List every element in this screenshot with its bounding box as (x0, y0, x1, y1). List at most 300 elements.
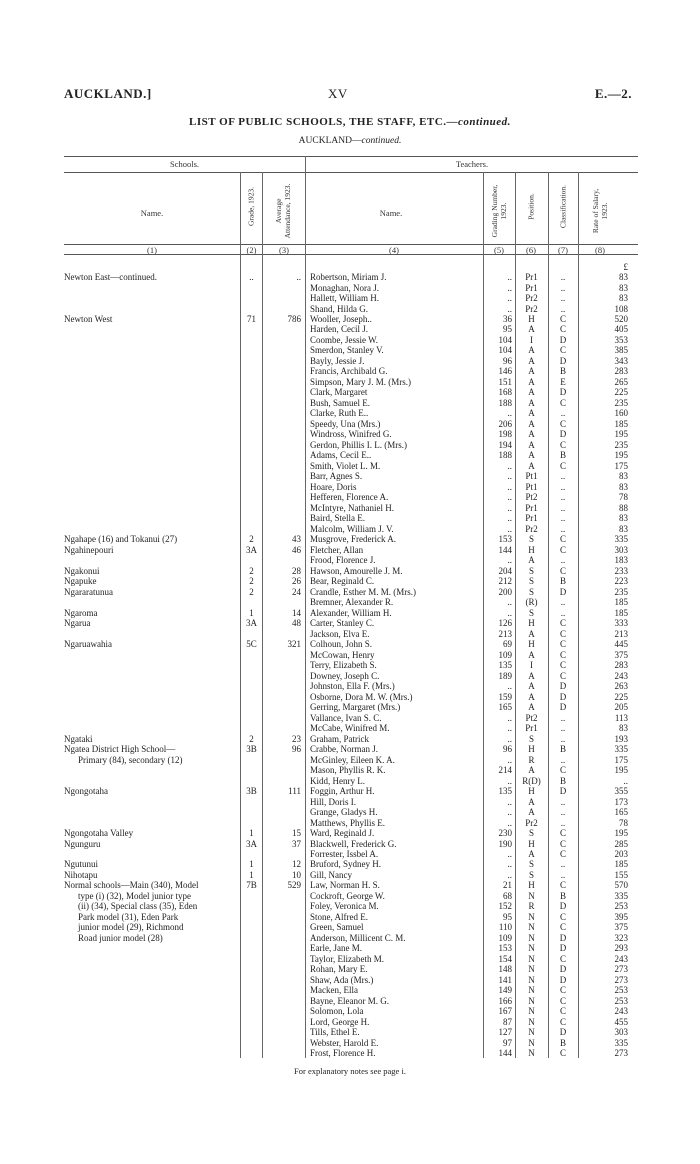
table-cell-position: N (528, 911, 535, 922)
table-cell-classification: D (559, 1027, 567, 1038)
table-cell-teacher-name: Ward, Reginald J. (310, 828, 375, 838)
table-cell-position: S (528, 869, 534, 880)
table-cell-position: A (528, 429, 535, 440)
table-cell-position: A (528, 408, 535, 419)
table-cell-teacher-name: Hallett, William H. (310, 293, 379, 303)
grading-header-cell (484, 178, 514, 238)
table-cell-position: A (528, 460, 535, 471)
table-cell-grading-number: 127 (498, 1027, 512, 1038)
school-name-header: Name. (140, 208, 164, 218)
table-cell-attendance: 24 (292, 586, 301, 597)
table-cell-position: S (528, 534, 534, 545)
table-cell-salary: 273 (614, 974, 628, 985)
table-cell-teacher-name: Foggin, Arthur H. (310, 786, 375, 796)
table-cell-teacher-name: Musgrove, Frederick A. (310, 534, 396, 545)
table-cell-classification: C (559, 345, 566, 356)
table-cell-classification: C (559, 995, 566, 1006)
table-cell-grading-number: 188 (498, 450, 512, 461)
table-cell-school-name: Newton West (64, 314, 113, 324)
col-number-8: (8) (595, 245, 605, 255)
table-cell-classification: .. (560, 513, 566, 524)
table-cell-salary: 335 (614, 1037, 628, 1048)
schools-group-header: Schools. (169, 159, 200, 169)
title-continued: continued. (457, 116, 511, 128)
table-cell-classification: B (559, 890, 566, 901)
table-cell-grading-number: 135 (498, 660, 512, 671)
table-cell-classification: D (559, 334, 567, 345)
table-cell-grade: 1 (249, 869, 254, 880)
table-cell-grading-number: 135 (498, 786, 512, 796)
classification-header-cell (549, 178, 577, 238)
table-cell-teacher-name: Bayly, Jessie J. (310, 355, 365, 366)
table-cell-attendance: 14 (292, 607, 301, 618)
table-cell-grade: .. (249, 272, 254, 282)
document-title (0, 116, 700, 128)
table-cell-grading-number: .. (507, 733, 512, 744)
table-cell-position: S (528, 828, 534, 838)
table-cell-position: S (528, 586, 534, 597)
table-cell-grading-number: 214 (498, 765, 512, 775)
table-cell-classification: .. (560, 293, 566, 303)
table-cell-salary: 185 (614, 418, 628, 429)
table-cell-attendance: 96 (292, 744, 301, 754)
table-cell-grading-number: 230 (498, 828, 512, 838)
table-cell-salary: 235 (614, 439, 628, 450)
table-cell-teacher-name: Taylor, Elizabeth M. (310, 953, 384, 964)
table-cell-grading-number: 96 (503, 355, 512, 366)
table-cell-teacher-name: Bear, Reginald C. (310, 576, 375, 587)
table-cell-grade: 2 (249, 576, 254, 587)
table-cell-salary: 83 (619, 471, 628, 482)
table-cell-salary: 175 (614, 460, 628, 471)
table-cell-grading-number: 141 (498, 974, 512, 985)
table-cell-position: R(D) (522, 775, 541, 786)
table-cell-position: Pr1 (525, 272, 538, 282)
table-cell-salary: 88 (619, 502, 628, 513)
table-cell-classification: B (559, 1037, 566, 1048)
col-number-5: (5) (494, 245, 504, 255)
table-cell-salary: 355 (614, 786, 628, 796)
table-cell-position: A (528, 355, 535, 366)
table-cell-grading-number: 188 (498, 397, 512, 408)
col-number-7: (7) (558, 245, 568, 255)
table-cell-teacher-name: Gill, Nancy (310, 869, 352, 880)
title-main: LIST OF PUBLIC SCHOOLS, THE STAFF, ETC.— (189, 116, 458, 128)
table-cell-classification: C (559, 649, 566, 660)
table-cell-teacher-name: Smith, Violet L. M. (310, 460, 381, 471)
table-cell-teacher-name: Fletcher, Allan (310, 544, 364, 555)
table-cell-salary: 335 (614, 890, 628, 901)
table-cell-salary: 83 (619, 293, 628, 303)
table-cell-classification: D (559, 901, 567, 912)
table-cell-position: S (528, 607, 534, 618)
table-cell-classification: D (559, 355, 567, 366)
table-cell-salary: 233 (614, 565, 628, 576)
table-cell-salary: .. (623, 775, 628, 786)
table-cell-attendance: 111 (288, 786, 301, 796)
table-cell-position: A (528, 324, 535, 335)
table-cell-teacher-name: Solomon, Lola (310, 1006, 364, 1017)
table-cell-teacher-name: Baird, Stella E. (310, 513, 365, 524)
table-cell-classification: C (559, 1016, 566, 1027)
table-cell-teacher-name: Jackson, Elva E. (310, 628, 370, 639)
table-cell-classification: .. (560, 481, 566, 492)
table-cell-attendance: 28 (292, 565, 301, 576)
table-cell-grading-number: 146 (498, 366, 512, 377)
table-cell-attendance: 321 (287, 639, 301, 650)
table-cell-salary: 108 (614, 303, 628, 314)
table-cell-school-name: junior model (29), Richmond (78, 922, 184, 933)
table-cell-school-name: Ngunguru (64, 838, 101, 849)
table-cell-position: N (528, 995, 535, 1006)
table-cell-teacher-name: Matthews, Phyllis E. (310, 817, 386, 828)
table-cell-attendance: 15 (292, 828, 301, 838)
table-cell-grading-number: 152 (498, 901, 512, 912)
table-cell-classification: C (559, 639, 566, 650)
table-cell-grading-number: 148 (498, 964, 512, 975)
table-cell-classification: D (559, 702, 567, 713)
col-divider (305, 156, 306, 1058)
table-cell-grading-number: 104 (498, 334, 512, 345)
table-cell-grading-number: 198 (498, 429, 512, 440)
table-cell-school-name: Park model (31), Eden Park (78, 911, 179, 922)
table-cell-grading-number: .. (507, 754, 512, 765)
table-cell-salary: 195 (614, 429, 628, 440)
table-cell-teacher-name: Stone, Alfred E. (310, 911, 368, 922)
document-subtitle (0, 136, 700, 146)
grade-header: Grade, 1923. (246, 187, 256, 226)
table-cell-school-name: Ngongotaha (64, 786, 108, 796)
table-cell-salary: 343 (614, 355, 628, 366)
table-cell-grading-number: .. (507, 282, 512, 293)
table-cell-classification: .. (560, 597, 566, 608)
table-cell-grade: 3A (246, 618, 257, 629)
table-cell-grading-number: .. (507, 408, 512, 419)
table-cell-grading-number: 154 (498, 953, 512, 964)
salary-header: Rate of Salary, 1923. (591, 188, 609, 234)
table-cell-teacher-name: Windross, Winifred G. (310, 429, 392, 440)
table-cell-teacher-name: Osborne, Dora M. W. (Mrs.) (310, 691, 413, 702)
table-cell-grading-number: 167 (498, 1006, 512, 1017)
table-cell-grade: 1 (249, 828, 254, 838)
table-cell-grading-number: .. (507, 513, 512, 524)
table-cell-classification: D (559, 681, 567, 692)
subtitle-main: AUCKLAND— (298, 136, 362, 146)
table-cell-grading-number: 69 (503, 639, 512, 650)
table-cell-position: A (528, 702, 535, 713)
table-cell-position: N (528, 1016, 535, 1027)
table-cell-teacher-name: Shaw, Ada (Mrs.) (310, 974, 374, 985)
table-cell-position: (R) (525, 597, 538, 608)
table-cell-salary: 83 (619, 272, 628, 282)
col-number-4: (4) (389, 245, 399, 255)
table-cell-teacher-name: Bayne, Eleanor M. G. (310, 995, 389, 1006)
table-cell-position: A (528, 649, 535, 660)
table-cell-school-name: Ngapuke (64, 576, 97, 587)
table-cell-classification: C (559, 397, 566, 408)
table-cell-position: N (528, 974, 535, 985)
table-cell-grading-number: 213 (498, 628, 512, 639)
table-cell-grading-number: .. (507, 775, 512, 786)
table-cell-teacher-name: Hill, Doris I. (310, 796, 356, 807)
table-cell-grading-number: 168 (498, 387, 512, 398)
table-cell-attendance: 23 (292, 733, 301, 744)
table-cell-school-name: Ngahape (16) and Tokanui (27) (64, 534, 178, 545)
table-cell-grading-number: 159 (498, 691, 512, 702)
table-cell-grading-number: 87 (503, 1016, 512, 1027)
table-cell-grading-number: .. (507, 817, 512, 828)
table-cell-school-name: Ngaruawahia (64, 639, 112, 650)
table-cell-grading-number: 21 (503, 880, 512, 891)
table-cell-position: H (528, 786, 535, 796)
table-cell-grading-number: 153 (498, 534, 512, 545)
table-cell-attendance: 786 (287, 314, 301, 324)
table-cell-grade: 1 (249, 607, 254, 618)
table-cell-grading-number: 189 (498, 670, 512, 681)
table-cell-position: S (528, 859, 534, 870)
table-cell-attendance: 37 (292, 838, 301, 849)
table-cell-teacher-name: Blackwell, Frederick G. (310, 838, 397, 849)
table-cell-salary: 303 (614, 1027, 628, 1038)
table-cell-grading-number: 149 (498, 985, 512, 996)
table-cell-teacher-name: Hawson, Amourelle J. M. (310, 565, 403, 576)
table-cell-teacher-name: Earle, Jane M. (310, 943, 362, 954)
table-cell-position: H (528, 639, 535, 650)
table-cell-teacher-name: Mason, Phyllis R. K. (310, 765, 386, 775)
table-cell-salary: 323 (614, 932, 628, 943)
table-cell-salary: 253 (614, 995, 628, 1006)
table-cell-position: Pr2 (525, 293, 538, 303)
table-cell-teacher-name: Rohan, Mary E. (310, 964, 368, 975)
table-cell-teacher-name: Francis, Archibald G. (310, 366, 388, 377)
table-cell-salary: 303 (614, 544, 628, 555)
table-cell-teacher-name: Clarke, Ruth E.. (310, 408, 369, 419)
table-cell-salary: 253 (614, 901, 628, 912)
table-cell-grading-number: 95 (503, 324, 512, 335)
table-cell-classification: C (559, 911, 566, 922)
table-cell-grading-number: .. (507, 471, 512, 482)
table-cell-grading-number: .. (507, 555, 512, 566)
table-cell-grading-number: .. (507, 303, 512, 314)
table-cell-grading-number: .. (507, 849, 512, 859)
col-number-2: (2) (246, 245, 257, 255)
table-cell-grading-number: .. (507, 723, 512, 734)
col-number-3: (3) (279, 245, 289, 255)
table-cell-grading-number: 212 (498, 576, 512, 587)
table-cell-position: S (528, 576, 534, 587)
position-header-cell (516, 178, 546, 238)
table-cell-classification: C (559, 765, 566, 775)
table-cell-salary: 83 (619, 481, 628, 492)
table-cell-position: Pt1 (525, 471, 538, 482)
table-cell-grading-number: 97 (503, 1037, 512, 1048)
position-header: Position. (526, 193, 536, 220)
table-cell-salary: 253 (614, 985, 628, 996)
table-cell-teacher-name: Clark, Margaret (310, 387, 368, 398)
table-cell-teacher-name: Foley, Veronica M. (310, 901, 379, 912)
table-cell-teacher-name: Cockroft, George W. (310, 890, 385, 901)
col-divider (578, 172, 579, 1058)
table-cell-salary: 235 (614, 397, 628, 408)
table-cell-position: A (528, 450, 535, 461)
table-cell-teacher-name: Frood, Florence J. (310, 555, 376, 566)
table-cell-teacher-name: Vallance, Ivan S. C. (310, 712, 382, 723)
table-cell-classification: C (559, 314, 566, 324)
table-cell-salary: 185 (614, 607, 628, 618)
table-cell-school-name: Ngongotaha Valley (64, 828, 134, 838)
table-cell-classification: D (559, 964, 567, 975)
table-cell-teacher-name: McIntyre, Nathaniel H. (310, 502, 394, 513)
table-cell-salary: 570 (614, 880, 628, 891)
table-cell-classification: C (559, 544, 566, 555)
table-cell-teacher-name: Smerdon, Stanley V. (310, 345, 384, 356)
table-cell-teacher-name: Johnston, Ella F. (Mrs.) (310, 681, 395, 692)
table-cell-classification: E (560, 376, 566, 387)
table-cell-classification: C (559, 828, 566, 838)
table-cell-teacher-name: Frost, Florence H. (310, 1048, 376, 1059)
table-cell-position: Pr1 (525, 502, 538, 513)
table-cell-teacher-name: Green, Samuel (310, 922, 364, 933)
table-cell-salary: 183 (614, 555, 628, 566)
table-cell-position: A (528, 681, 535, 692)
table-cell-salary: 405 (614, 324, 628, 335)
table-cell-grading-number: 109 (498, 649, 512, 660)
table-cell-position: S (528, 565, 534, 576)
table-cell-classification: C (559, 534, 566, 545)
table-cell-salary: 83 (619, 523, 628, 534)
table-cell-salary: 203 (614, 849, 628, 859)
teacher-name-header: Name. (379, 208, 403, 218)
table-cell-salary: 83 (619, 282, 628, 293)
table-cell-classification: .. (560, 607, 566, 618)
table-cell-classification: C (559, 985, 566, 996)
table-cell-salary: 175 (614, 754, 628, 765)
grading-header: Grading Number, 1923. (490, 184, 508, 238)
table-cell-grading-number: .. (507, 796, 512, 807)
table-cell-teacher-name: Carter, Stanley C. (310, 618, 375, 629)
table-cell-attendance: 529 (287, 880, 301, 891)
table-cell-grading-number: .. (507, 807, 512, 817)
table-cell-classification: C (559, 849, 566, 859)
table-cell-teacher-name: Simpson, Mary J. M. (Mrs.) (310, 376, 412, 387)
table-cell-grading-number: 109 (498, 932, 512, 943)
table-cell-salary: 293 (614, 943, 628, 954)
table-cell-classification: .. (560, 502, 566, 513)
salary-header-cell (580, 178, 620, 238)
table-cell-school-name: Nihotapu (64, 869, 98, 880)
table-cell-salary: 195 (614, 828, 628, 838)
table-cell-classification: .. (560, 303, 566, 314)
table-cell-position: R (528, 754, 535, 765)
table-cell-grade: 1 (249, 859, 254, 870)
table-cell-classification: C (559, 439, 566, 450)
table-cell-position: Pt2 (525, 492, 538, 503)
table-cell-teacher-name: Coombe, Jessie W. (310, 334, 379, 345)
table-cell-salary: 375 (614, 649, 628, 660)
table-cell-grading-number: .. (507, 502, 512, 513)
table-cell-position: H (528, 744, 535, 754)
table-cell-classification: B (559, 744, 566, 754)
table-cell-salary: 235 (614, 586, 628, 597)
table-cell-salary: 83 (619, 513, 628, 524)
table-cell-salary: 195 (614, 450, 628, 461)
table-cell-salary: 273 (614, 964, 628, 975)
table-cell-teacher-name: Gerdon, Phillis I. L. (Mrs.) (310, 439, 407, 450)
table-cell-position: A (528, 439, 535, 450)
footer-note: For explanatory notes see page i. (294, 1066, 406, 1076)
table-cell-classification: .. (560, 282, 566, 293)
table-cell-position: H (528, 544, 535, 555)
table-cell-position: Pr2 (525, 303, 538, 314)
table-cell-school-name: Ngarua (64, 618, 91, 629)
table-cell-teacher-name: Wooller, Joseph.. (310, 314, 372, 324)
table-cell-classification: .. (560, 869, 566, 880)
table-cell-salary: 113 (614, 712, 628, 723)
table-cell-grading-number: 104 (498, 345, 512, 356)
table-cell-classification: .. (560, 723, 566, 734)
table-cell-position: Pr1 (525, 282, 538, 293)
table-cell-grading-number: .. (507, 859, 512, 870)
table-cell-teacher-name: Law, Norman H. S. (310, 880, 380, 891)
table-cell-classification: B (559, 366, 566, 377)
table-cell-salary: 243 (614, 1006, 628, 1017)
table-cell-school-name: Ngararatunua (64, 586, 113, 597)
table-cell-position: I (530, 334, 533, 345)
table-cell-grading-number: .. (507, 460, 512, 471)
table-cell-salary: 173 (614, 796, 628, 807)
table-cell-teacher-name: Macken, Ella (310, 985, 358, 996)
attendance-header-cell (263, 178, 304, 238)
table-cell-grading-number: 144 (498, 1048, 512, 1059)
table-cell-grading-number: .. (507, 293, 512, 303)
table-cell-grading-number: 204 (498, 565, 512, 576)
table-cell-teacher-name: Crabbe, Norman J. (310, 744, 378, 754)
table-cell-grading-number: .. (507, 681, 512, 692)
page-header-left: AUCKLAND.] (64, 86, 152, 101)
table-cell-teacher-name: McCowan, Henry (310, 649, 375, 660)
table-cell-grade: 3A (246, 838, 257, 849)
classification-header: Classification. (558, 184, 568, 229)
table-cell-classification: D (559, 387, 567, 398)
table-cell-position: N (528, 953, 535, 964)
table-cell-grade: 2 (249, 565, 254, 576)
table-cell-salary: 283 (614, 366, 628, 377)
grade-header-cell (241, 178, 261, 238)
table-cell-teacher-name: Hoare, Doris (310, 481, 357, 492)
table-cell-salary: 78 (619, 817, 628, 828)
table-cell-grade: 3B (246, 744, 257, 754)
table-cell-teacher-name: Graham, Patrick (310, 733, 369, 744)
table-cell-grade: 2 (249, 586, 254, 597)
table-cell-classification: C (559, 1048, 566, 1059)
table-cell-teacher-name: Kidd, Henry L. (310, 775, 365, 786)
table-cell-school-name: type (i) (32), Model junior type (78, 890, 191, 901)
table-cell-salary: 375 (614, 922, 628, 933)
table-cell-position: Pr1 (525, 723, 538, 734)
col-number-6: (6) (526, 245, 536, 255)
table-cell-teacher-name: Gerring, Margaret (Mrs.) (310, 702, 401, 713)
table-cell-position: A (528, 418, 535, 429)
table-cell-teacher-name: McCabe, Winifred M. (310, 723, 390, 734)
table-cell-classification: D (559, 691, 567, 702)
page-header-right: E.—2. (594, 86, 632, 101)
table-cell-classification: .. (560, 555, 566, 566)
table-cell-position: Pr2 (525, 817, 538, 828)
table-cell-position: A (528, 670, 535, 681)
table-cell-teacher-name: Bremner, Alexander R. (310, 597, 394, 608)
table-cell-classification: C (559, 324, 566, 335)
table-cell-classification: .. (560, 492, 566, 503)
